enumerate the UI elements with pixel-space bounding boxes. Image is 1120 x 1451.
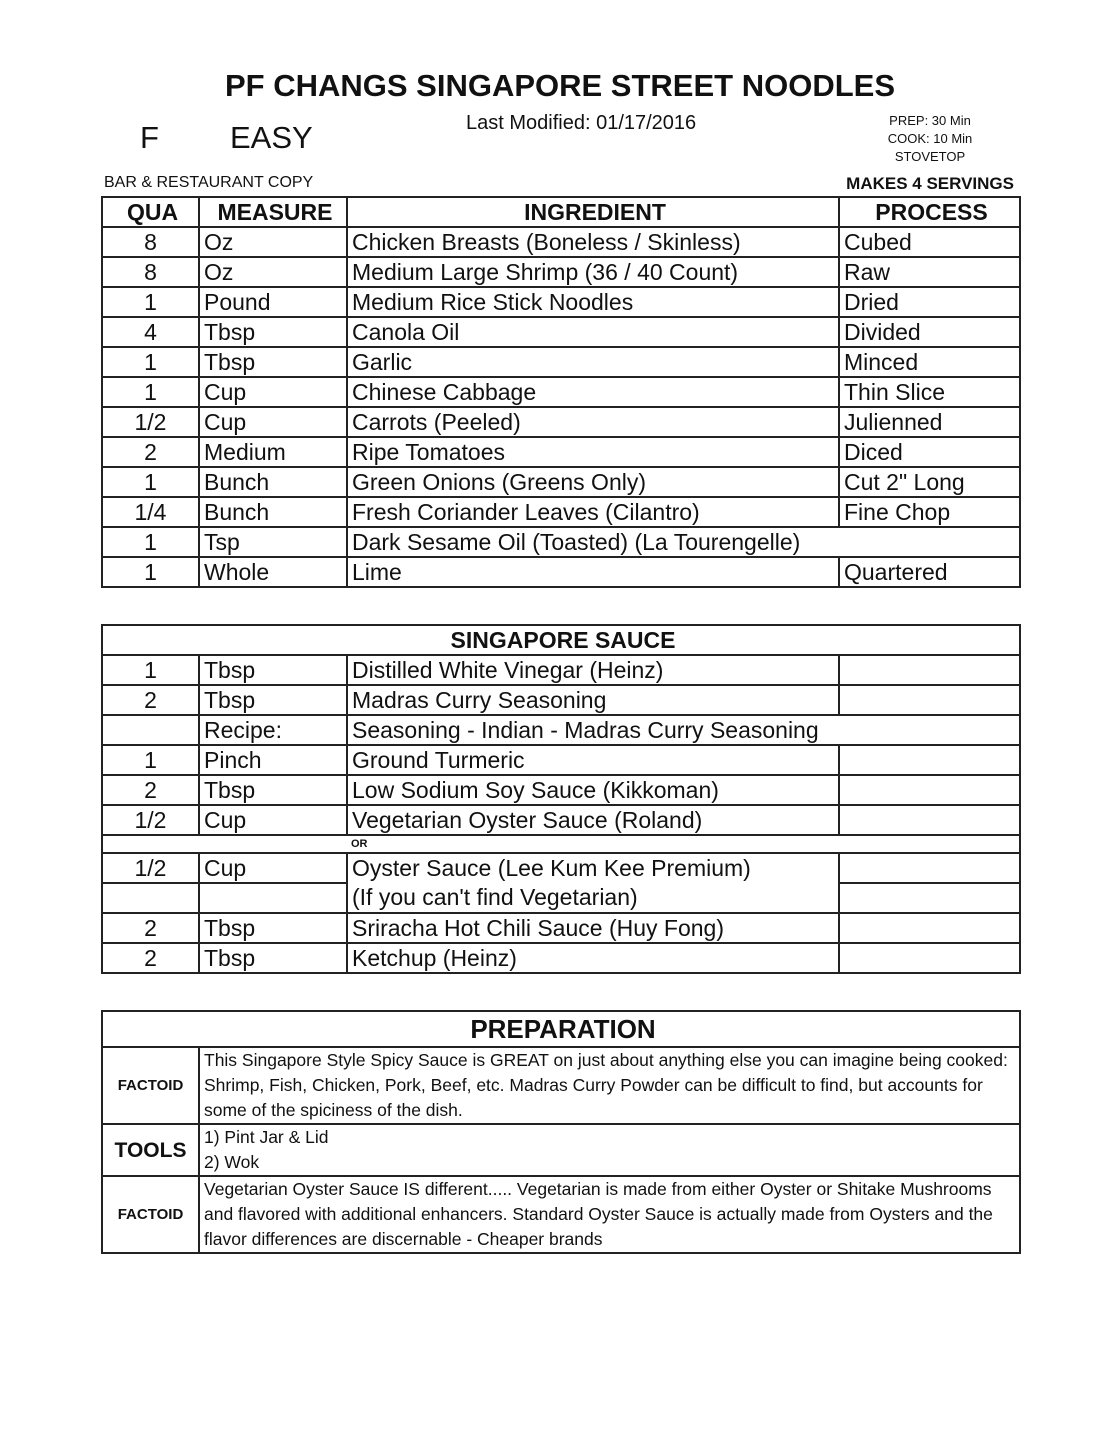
- sauce-qty: 1: [102, 745, 199, 775]
- column-header-measure: MEASURE: [199, 197, 347, 227]
- column-header-process: PROCESS: [839, 197, 1020, 227]
- ingredient-qty: 1: [102, 377, 199, 407]
- sauce-row: [102, 913, 1020, 943]
- sauce-process: [839, 775, 1020, 805]
- copy-label: BAR & RESTAURANT COPY: [104, 174, 314, 191]
- prep-time: PREP: 30 Min: [889, 113, 971, 128]
- ingredient-measure: Oz: [199, 227, 347, 257]
- ingredient-process: Julienned: [839, 407, 1020, 437]
- sauce-ingredient: Oyster Sauce (Lee Kum Kee Premium): [347, 853, 839, 883]
- ingredient-row: [102, 467, 1020, 497]
- sauce-ingredient: Seasoning - Indian - Madras Curry Seasoning: [347, 715, 1020, 745]
- ingredient-measure: Cup: [199, 407, 347, 437]
- ingredient-name: Green Onions (Greens Only): [347, 467, 839, 497]
- ingredient-process: Quartered: [839, 557, 1020, 587]
- sauce-ingredient: (If you can't find Vegetarian): [347, 883, 839, 913]
- ingredient-measure: Tbsp: [199, 347, 347, 377]
- recipe-grade: F: [140, 120, 159, 155]
- sauce-process: [839, 943, 1020, 973]
- ingredient-process: Divided: [839, 317, 1020, 347]
- sauce-qty: 1: [102, 655, 199, 685]
- factoid-label: FACTOID: [102, 1176, 199, 1253]
- sauce-qty: 2: [102, 685, 199, 715]
- sauce-process: [839, 745, 1020, 775]
- ingredient-row: [102, 257, 1020, 287]
- sauce-ingredient: Ground Turmeric: [347, 745, 839, 775]
- ingredient-name: Ripe Tomatoes: [347, 437, 839, 467]
- prep-row: [102, 1176, 1020, 1253]
- sauce-qty: [102, 883, 199, 913]
- ingredient-row: [102, 227, 1020, 257]
- column-header-ingredient: INGREDIENT: [347, 197, 839, 227]
- ingredient-name: Lime: [347, 557, 839, 587]
- ingredient-qty: 1/2: [102, 407, 199, 437]
- sauce-measure: Recipe:: [199, 715, 347, 745]
- ingredient-process: Diced: [839, 437, 1020, 467]
- sauce-row: [102, 775, 1020, 805]
- prep-row: [102, 1047, 1020, 1124]
- sauce-process: [839, 655, 1020, 685]
- ingredient-name: Canola Oil: [347, 317, 839, 347]
- sauce-measure: Pinch: [199, 745, 347, 775]
- sauce-row: [102, 685, 1020, 715]
- factoid-text: This Singapore Style Spicy Sauce is GREAT on just about anything else you can imagine being cooked: Shrimp, Fish, Chicken, Pork, Beef, etc. Madras Curry Powder can be difficult to find, but accounts for some of the spiciness of the dish.: [199, 1047, 1020, 1124]
- ingredient-row: [102, 317, 1020, 347]
- sauce-measure: Cup: [199, 805, 347, 835]
- ingredient-name: Chinese Cabbage: [347, 377, 839, 407]
- sauce-measure: Cup: [199, 853, 347, 883]
- sauce-qty: 2: [102, 943, 199, 973]
- ingredient-row: [102, 377, 1020, 407]
- prep-row: [102, 1124, 1020, 1176]
- sauce-measure: Tbsp: [199, 943, 347, 973]
- ingredient-name: Carrots (Peeled): [347, 407, 839, 437]
- ingredient-qty: 1/4: [102, 497, 199, 527]
- preparation-table: [101, 1010, 1021, 1254]
- sauce-process: [839, 883, 1020, 913]
- last-modified: Last Modified: 01/17/2016: [466, 112, 697, 134]
- ingredient-measure: Bunch: [199, 497, 347, 527]
- ingredients-header-row: [102, 197, 1020, 227]
- ingredient-qty: 1: [102, 527, 199, 557]
- sauce-ingredient: Ketchup (Heinz): [347, 943, 839, 973]
- ingredient-process: Cubed: [839, 227, 1020, 257]
- recipe-title: PF CHANGS SINGAPORE STREET NOODLES: [224, 68, 895, 103]
- sauce-process: [839, 685, 1020, 715]
- sauce-title-row: [102, 625, 1020, 655]
- sauce-process: [839, 853, 1020, 883]
- ingredient-measure: Medium: [199, 437, 347, 467]
- tools-label: TOOLS: [102, 1124, 199, 1176]
- ingredient-qty: 8: [102, 257, 199, 287]
- column-header-qua: QUA: [102, 197, 199, 227]
- sauce-qty: 1/2: [102, 853, 199, 883]
- sauce-ingredient: Low Sodium Soy Sauce (Kikkoman): [347, 775, 839, 805]
- ingredient-row: [102, 527, 1020, 557]
- ingredient-qty: 8: [102, 227, 199, 257]
- or-row: [102, 835, 1020, 853]
- ingredient-name: Medium Large Shrimp (36 / 40 Count): [347, 257, 839, 287]
- ingredient-name: Dark Sesame Oil (Toasted) (La Tourengelle): [347, 527, 1020, 557]
- ingredient-row: [102, 437, 1020, 467]
- ingredient-qty: 1: [102, 467, 199, 497]
- ingredient-measure: Whole: [199, 557, 347, 587]
- sauce-measure: Tbsp: [199, 913, 347, 943]
- sauce-row: [102, 883, 1020, 913]
- ingredient-row: [102, 497, 1020, 527]
- ingredient-name: Fresh Coriander Leaves (Cilantro): [347, 497, 839, 527]
- factoid-text: Vegetarian Oyster Sauce IS different..... Vegetarian is made from either Oyster or Shitake Mushrooms and flavored with additional enhancers. Standard Oyster Sauce is actually made from Oysters and the flavor differences are discernable - Cheaper brands: [199, 1176, 1020, 1253]
- difficulty-label: EASY: [230, 120, 313, 155]
- ingredient-process: Dried: [839, 287, 1020, 317]
- servings-label: MAKES 4 SERVINGS: [846, 174, 1014, 193]
- sauce-qty: 2: [102, 913, 199, 943]
- sauce-ingredient: Sriracha Hot Chili Sauce (Huy Fong): [347, 913, 839, 943]
- sauce-measure: Tbsp: [199, 775, 347, 805]
- sauce-row: [102, 715, 1020, 745]
- tools-list: [199, 1124, 1020, 1176]
- sauce-title: SINGAPORE SAUCE: [102, 625, 1020, 655]
- preparation-title-row: [102, 1011, 1020, 1047]
- ingredient-row: [102, 557, 1020, 587]
- sauce-measure: Tbsp: [199, 655, 347, 685]
- ingredient-measure: Oz: [199, 257, 347, 287]
- factoid-label: FACTOID: [102, 1047, 199, 1124]
- ingredient-process: Fine Chop: [839, 497, 1020, 527]
- sauce-process: [839, 913, 1020, 943]
- cook-time: COOK: 10 Min: [887, 131, 973, 146]
- sauce-table: [101, 624, 1021, 974]
- sauce-ingredient: Vegetarian Oyster Sauce (Roland): [347, 805, 839, 835]
- ingredient-process: Raw: [839, 257, 1020, 287]
- ingredient-measure: Pound: [199, 287, 347, 317]
- ingredient-process: Minced: [839, 347, 1020, 377]
- sauce-ingredient: Distilled White Vinegar (Heinz): [347, 655, 839, 685]
- ingredient-measure: Tbsp: [199, 317, 347, 347]
- ingredient-process: Thin Slice: [839, 377, 1020, 407]
- sauce-qty: [102, 715, 199, 745]
- sauce-ingredient: Madras Curry Seasoning: [347, 685, 839, 715]
- preparation-title: PREPARATION: [102, 1011, 1020, 1047]
- ingredient-row: [102, 287, 1020, 317]
- cook-method: STOVETOP: [894, 149, 966, 164]
- ingredient-measure: Tsp: [199, 527, 347, 557]
- ingredient-qty: 1: [102, 557, 199, 587]
- sauce-row: [102, 943, 1020, 973]
- sauce-measure: Tbsp: [199, 685, 347, 715]
- ingredient-name: Chicken Breasts (Boneless / Skinless): [347, 227, 839, 257]
- ingredient-qty: 4: [102, 317, 199, 347]
- sauce-row: [102, 655, 1020, 685]
- ingredient-row: [102, 347, 1020, 377]
- ingredient-measure: Bunch: [199, 467, 347, 497]
- ingredient-name: Garlic: [347, 347, 839, 377]
- ingredient-measure: Cup: [199, 377, 347, 407]
- sauce-qty: 1/2: [102, 805, 199, 835]
- ingredient-qty: 1: [102, 287, 199, 317]
- sauce-qty: 2: [102, 775, 199, 805]
- tool-item: 1) Pint Jar & Lid: [204, 1127, 329, 1147]
- sauce-row: [102, 853, 1020, 883]
- sauce-row: [102, 745, 1020, 775]
- sauce-row: [102, 805, 1020, 835]
- tool-item: 2) Wok: [204, 1152, 260, 1172]
- ingredients-table: [101, 196, 1021, 588]
- ingredient-row: [102, 407, 1020, 437]
- sauce-measure: [199, 883, 347, 913]
- time-info: [860, 112, 1000, 166]
- ingredient-qty: 2: [102, 437, 199, 467]
- ingredient-qty: 1: [102, 347, 199, 377]
- sauce-process: [839, 805, 1020, 835]
- ingredient-process: Cut 2" Long: [839, 467, 1020, 497]
- or-separator: OR: [102, 835, 1020, 853]
- ingredient-name: Medium Rice Stick Noodles: [347, 287, 839, 317]
